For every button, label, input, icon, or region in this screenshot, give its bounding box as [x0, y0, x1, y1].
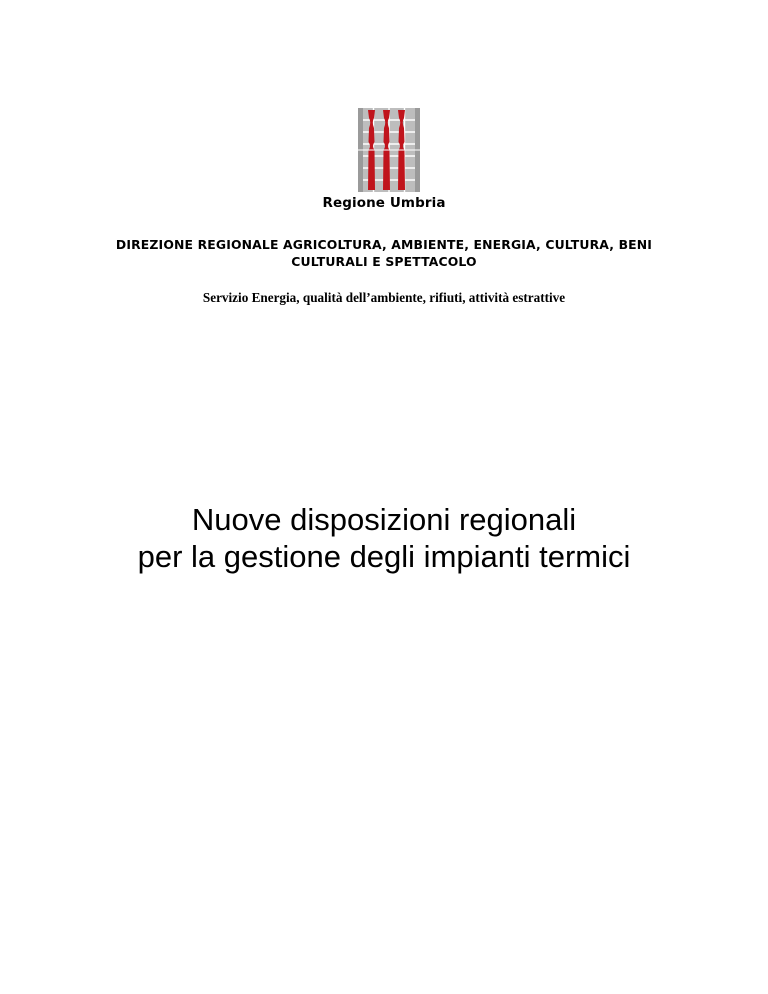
directorate-line: CULTURALI E SPETTACOLO: [291, 254, 477, 269]
organization-name: Regione Umbria: [322, 195, 446, 211]
title-line: per la gestione degli impianti termici: [137, 539, 631, 574]
regione-umbria-emblem-icon: [358, 108, 420, 192]
title-line: Nuove disposizioni regionali: [191, 502, 577, 537]
directorate-heading: [100, 236, 668, 270]
document-title: [0, 501, 768, 575]
service-heading: Servizio Energia, qualità dell’ambiente, rifiuti, attività estrattive: [202, 290, 566, 305]
directorate-line: DIREZIONE REGIONALE AGRICOLTURA, AMBIENTE, ENERGIA, CULTURA, BENI: [115, 237, 653, 252]
